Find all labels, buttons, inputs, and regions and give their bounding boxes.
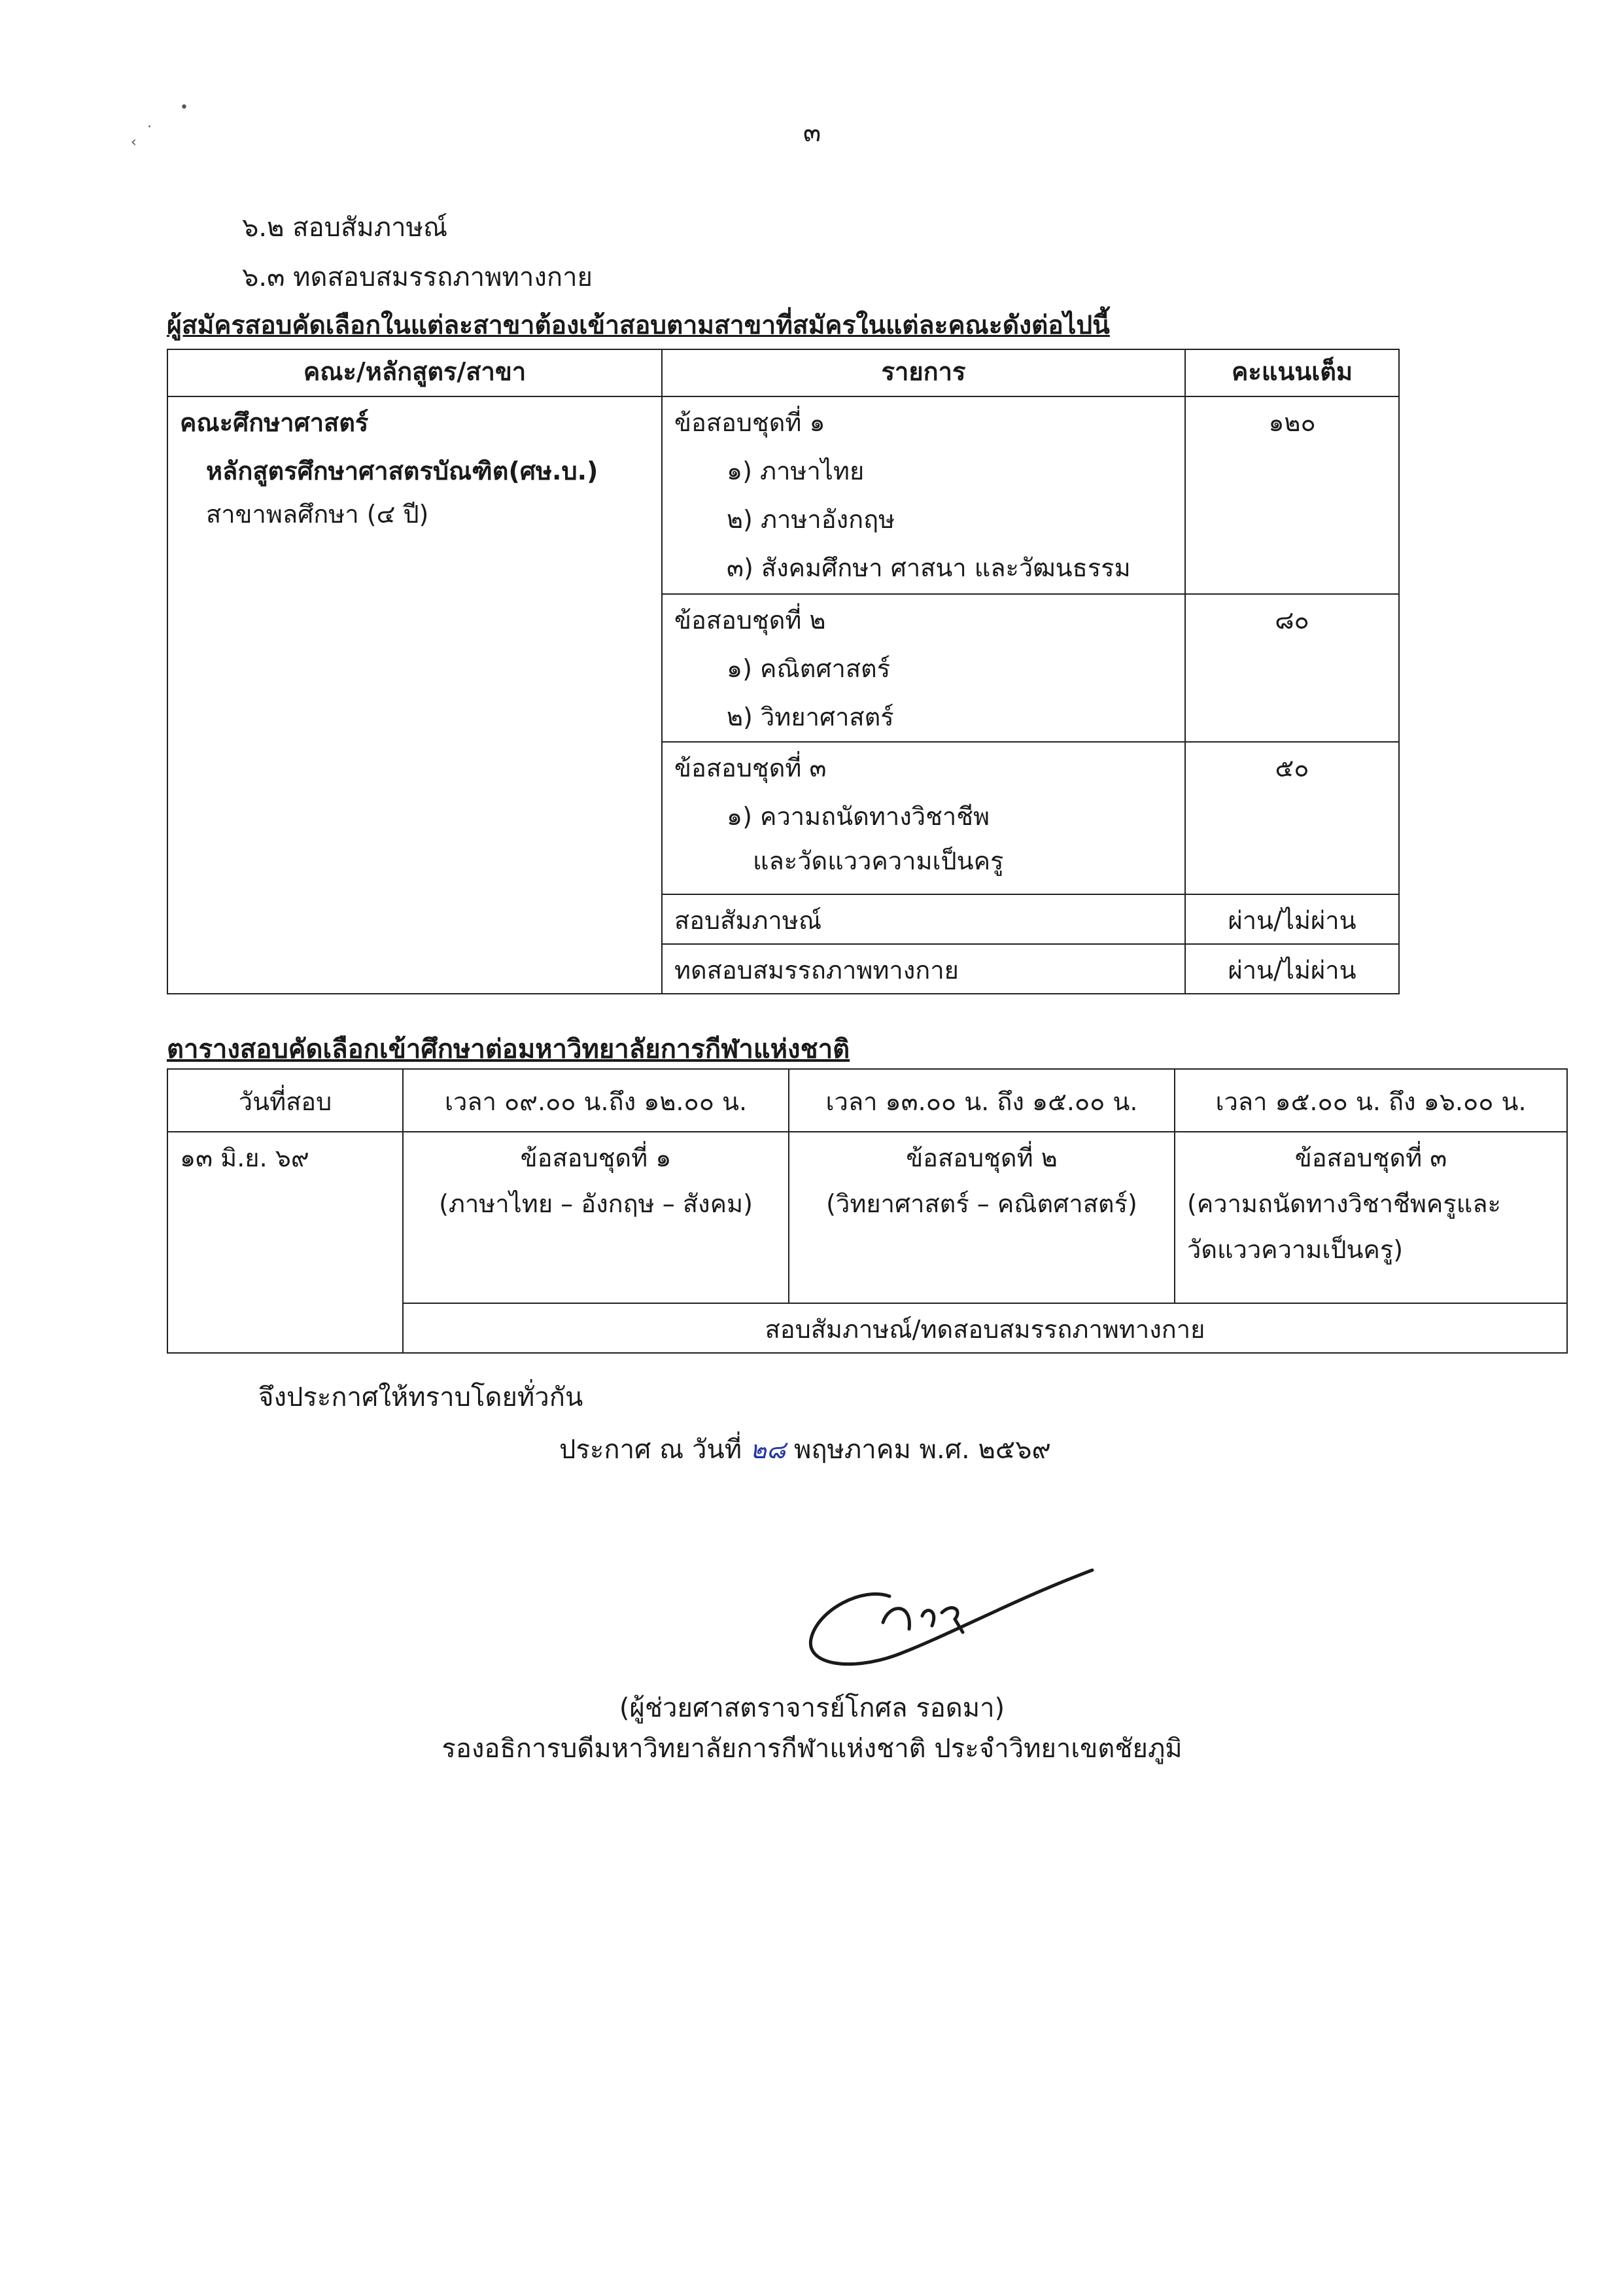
exam-subject: ๑) ภาษาไทย [727, 457, 865, 485]
scan-speck: ‹ [131, 134, 137, 150]
exam-date: ๑๓ มิ.ย. ๖๙ [167, 1132, 403, 1353]
faculty-cell [167, 396, 662, 994]
score-group-2: ๘๐ [1185, 594, 1399, 742]
exam-subject: ๓) สังคมศึกษา ศาสนา และวัฒนธรรม [727, 553, 1131, 582]
exam-group-2 [662, 594, 1185, 742]
section-interview: ๖.๒ สอบสัมภาษณ์ [242, 213, 448, 243]
signature [791, 1550, 1105, 1681]
announcement-date [559, 1433, 1051, 1467]
exam-group-3 [662, 742, 1185, 894]
interview-fitness-slot: สอบสัมภาษณ์/ทดสอบสมรรถภาพทางกาย [403, 1303, 1567, 1353]
interview-label: สอบสัมภาษณ์ [662, 894, 1185, 944]
exam-subject: ๒) วิทยาศาสตร์ [727, 703, 894, 731]
header-late-afternoon: เวลา ๑๕.๐๐ น. ถึง ๑๖.๐๐ น. [1175, 1069, 1567, 1132]
section-fitness: ๖.๓ ทดสอบสมรรถภาพทางกาย [242, 262, 593, 292]
requirement-heading: ผู้สมัครสอบคัดเลือกในแต่ละสาขาต้องเข้าสอบตามสาขาที่สมัครในแต่ละคณะดังต่อไปนี้ [167, 311, 1110, 340]
date-prefix: ประกาศ ณ วันที่ [559, 1435, 742, 1465]
announcement: จึงประกาศให้ทราบโดยทั่วกัน [258, 1382, 583, 1412]
slot-3 [1175, 1132, 1567, 1303]
slot-2 [789, 1132, 1175, 1303]
header-faculty: คณะ/หลักสูตร/สาขา [167, 349, 662, 396]
slot-title: ข้อสอบชุดที่ ๓ [1294, 1144, 1447, 1172]
exam-group-1 [662, 396, 1185, 594]
fitness-score: ผ่าน/ไม่ผ่าน [1185, 944, 1399, 994]
exam-subject: ๑) คณิตศาสตร์ [727, 654, 891, 683]
exam-group-title: ข้อสอบชุดที่ ๓ [674, 754, 827, 782]
exam-subject: และวัดแววความเป็นครู [753, 847, 1004, 875]
exam-schedule-table [167, 1068, 1568, 1354]
exam-subject: ๑) ความถนัดทางวิชาชีพ [727, 802, 990, 831]
signer-position: รองอธิการบดีมหาวิทยาลัยการกีฬาแห่งชาติ ประจำวิทยาเขตชัยภูมิ [441, 1734, 1183, 1764]
slot-title: ข้อสอบชุดที่ ๒ [906, 1144, 1058, 1172]
header-date: วันที่สอบ [167, 1069, 403, 1132]
exam-subject: ๒) ภาษาอังกฤษ [727, 505, 895, 534]
header-morning: เวลา ๐๙.๐๐ น.ถึง ๑๒.๐๐ น. [403, 1069, 789, 1132]
scan-speck: • [180, 99, 188, 116]
score-group-1: ๑๒๐ [1185, 396, 1399, 594]
major-name: สาขาพลศึกษา (๔ ปี) [206, 500, 429, 529]
slot-detail: (วิทยาศาสตร์ – คณิตศาสตร์) [826, 1189, 1137, 1218]
faculty-name: คณะศึกษาศาสตร์ [180, 408, 369, 437]
fitness-label: ทดสอบสมรรถภาพทางกาย [662, 944, 1185, 994]
date-suffix: พฤษภาคม พ.ศ. ๒๕๖๙ [793, 1435, 1051, 1465]
signer-name: (ผู้ช่วยศาสตราจารย์โกศล รอดมา) [619, 1693, 1005, 1723]
header-afternoon: เวลา ๑๓.๐๐ น. ถึง ๑๕.๐๐ น. [789, 1069, 1175, 1132]
header-full-score: คะแนนเต็ม [1185, 349, 1399, 396]
slot-detail: (ความถนัดทางวิชาชีพครูและ [1187, 1189, 1501, 1218]
interview-score: ผ่าน/ไม่ผ่าน [1185, 894, 1399, 944]
slot-1 [403, 1132, 789, 1303]
slot-detail: (ภาษาไทย – อังกฤษ – สังคม) [439, 1189, 753, 1218]
schedule-heading: ตารางสอบคัดเลือกเข้าศึกษาต่อมหาวิทยาลัยการกีฬาแห่งชาติ [167, 1034, 850, 1064]
exam-subjects-table [167, 349, 1400, 994]
page-number: ๓ [803, 118, 821, 148]
scan-speck: · [147, 119, 152, 135]
slot-title: ข้อสอบชุดที่ ๑ [520, 1144, 672, 1172]
exam-group-title: ข้อสอบชุดที่ ๑ [674, 408, 825, 437]
exam-group-title: ข้อสอบชุดที่ ๒ [674, 606, 826, 635]
header-items: รายการ [662, 349, 1185, 396]
score-group-3: ๕๐ [1185, 742, 1399, 894]
slot-detail: วัดแววความเป็นครู) [1187, 1235, 1404, 1264]
handwritten-day: ๒๘ [750, 1435, 786, 1464]
program-name: หลักสูตรศึกษาศาสตรบัณฑิต(ศษ.บ.) [206, 457, 598, 485]
